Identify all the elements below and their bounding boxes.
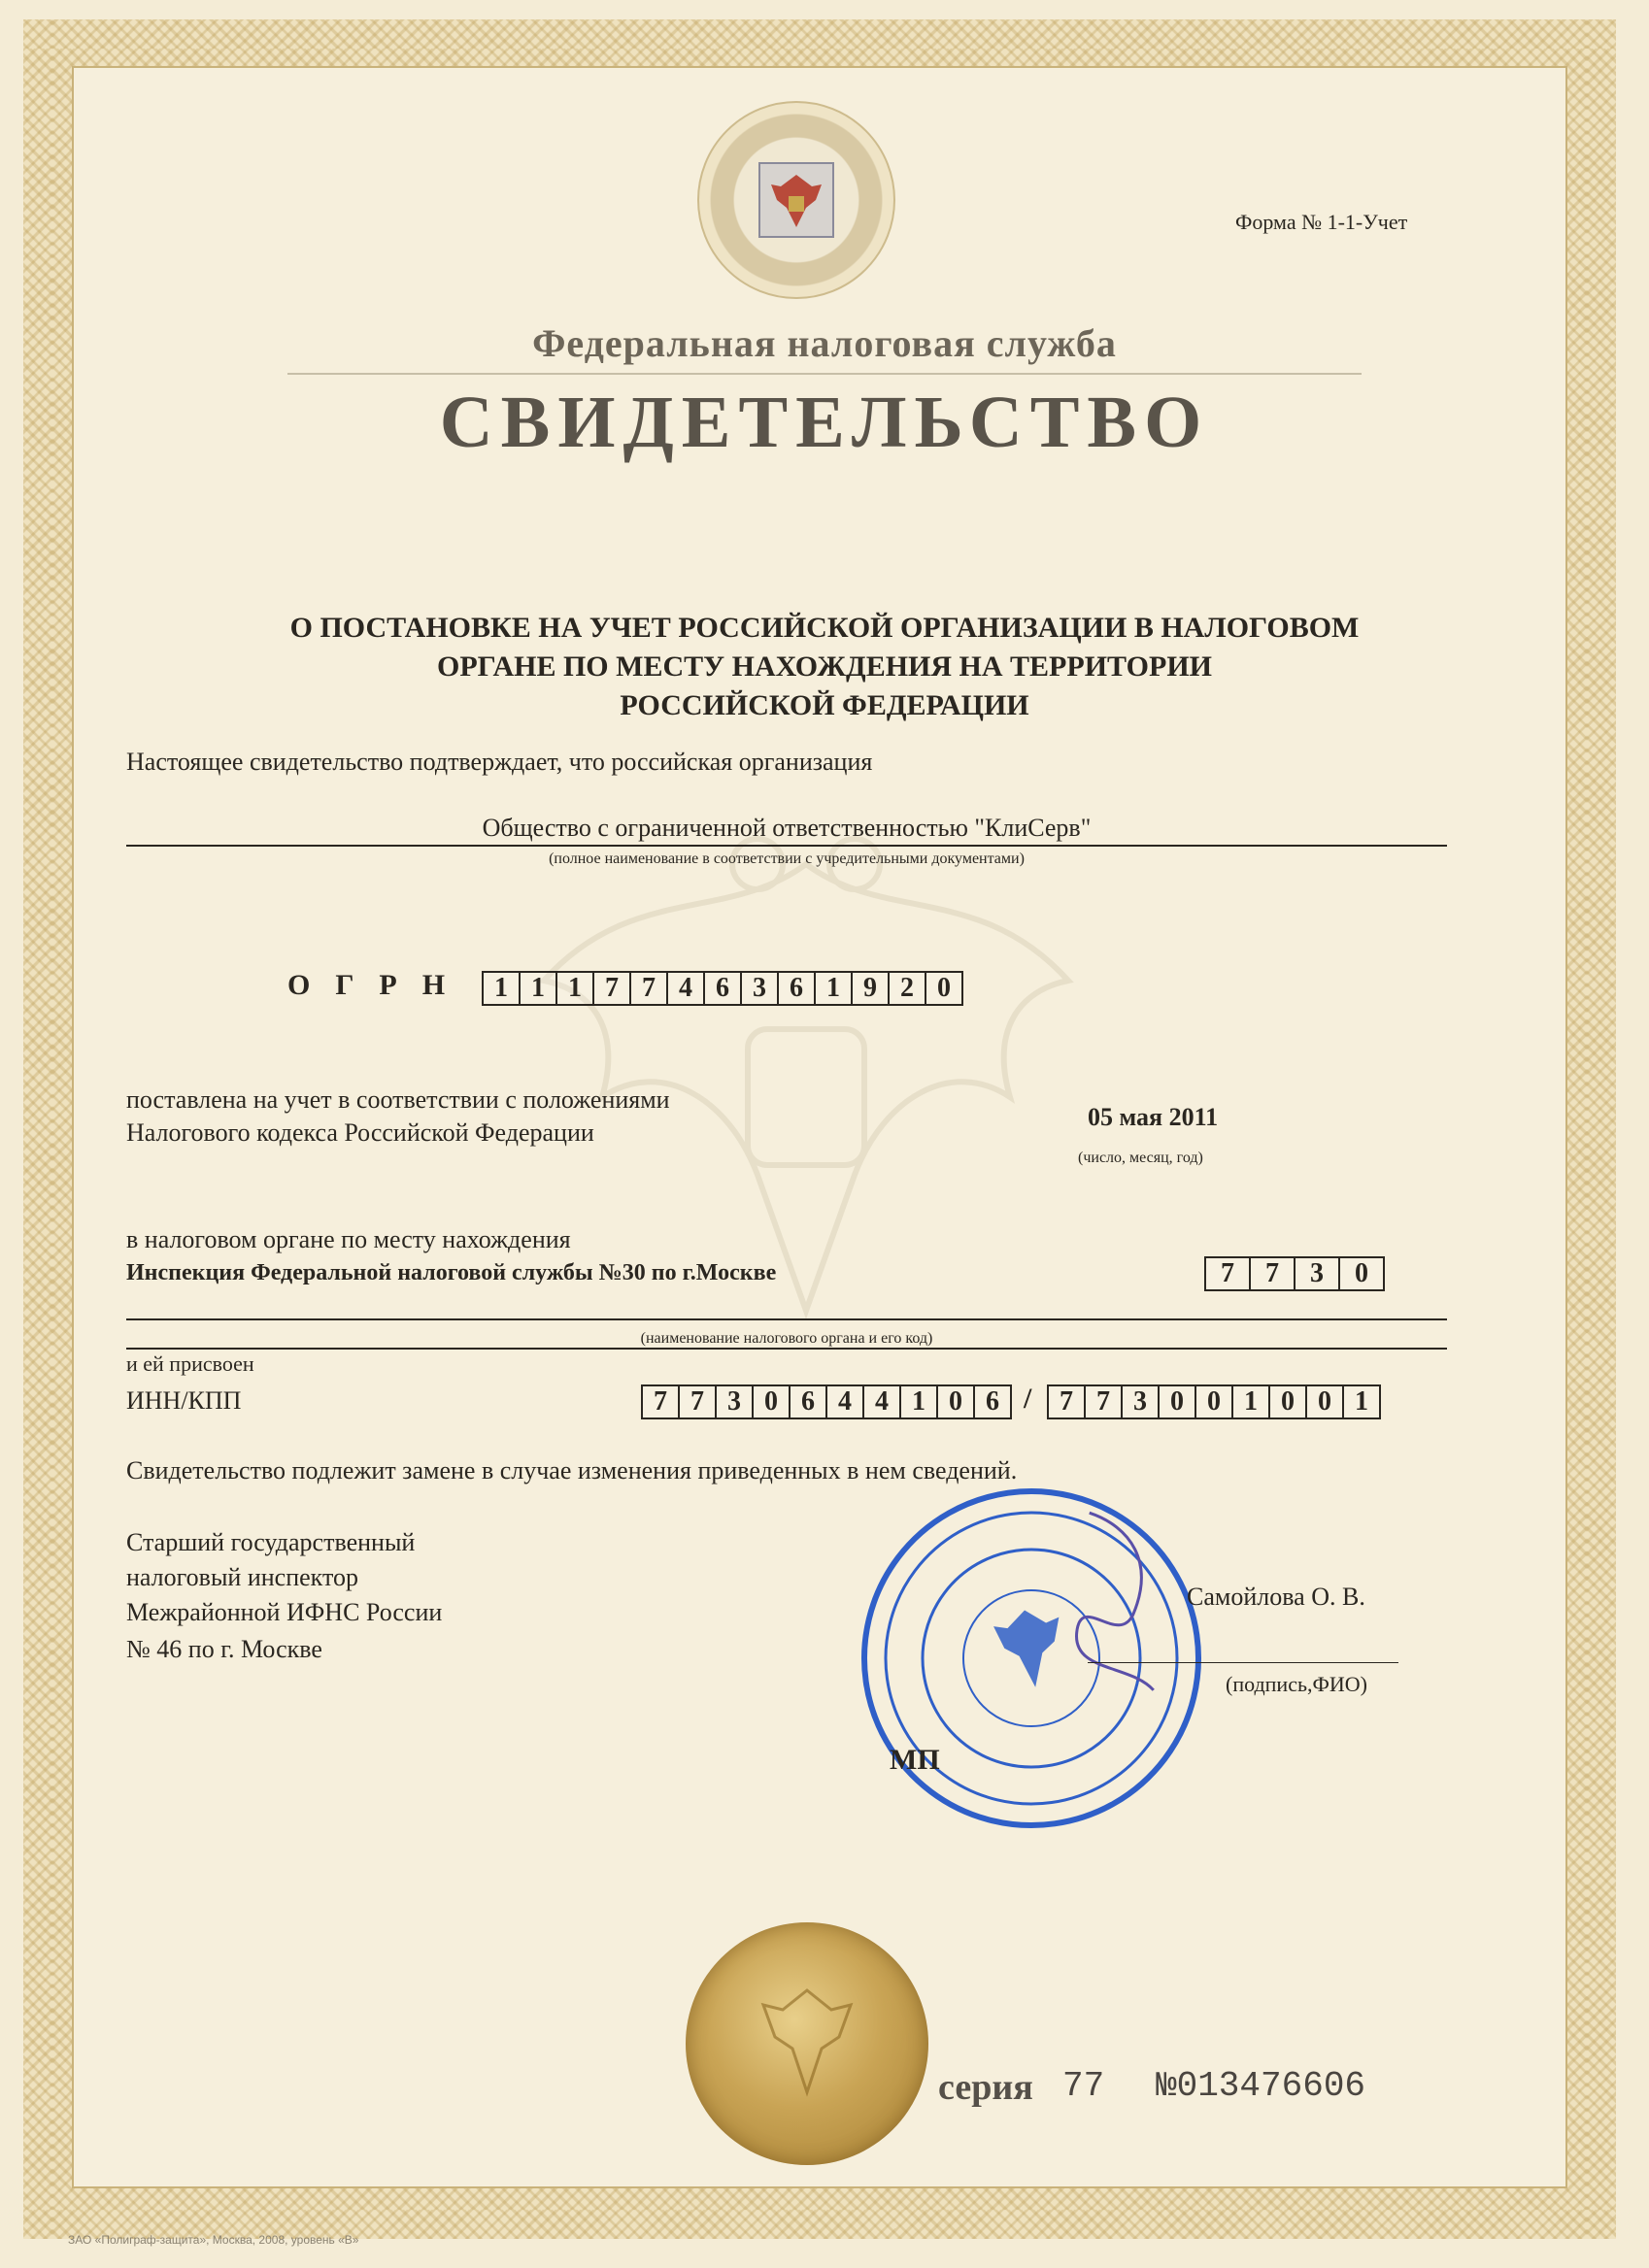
- title-divider: [287, 373, 1362, 375]
- stamp-place-label: МП: [890, 1744, 940, 1776]
- ogrn-digit-boxes: [482, 971, 961, 1006]
- ogrn-digit: 1: [482, 971, 521, 1006]
- organization-caption: (полное наименование в соответствии с учредительными документами): [549, 850, 1025, 867]
- signature-caption: (подпись,ФИО): [1226, 1672, 1367, 1696]
- ogrn-digit: 6: [703, 971, 742, 1006]
- inn-digit: 3: [715, 1384, 754, 1419]
- organization-name: Общество с ограниченной ответственностью "КлиСерв": [482, 814, 1092, 842]
- tax-office-code-digit: 3: [1294, 1256, 1340, 1291]
- inn-digit: 6: [973, 1384, 1012, 1419]
- tax-office-underline-2: [126, 1348, 1447, 1350]
- eagle-icon: [686, 1922, 928, 2165]
- eagle-icon: [699, 103, 893, 297]
- kpp-digit: 7: [1047, 1384, 1086, 1419]
- inn-digit: 6: [789, 1384, 827, 1419]
- tax-office-caption: (наименование налогового органа и его код): [640, 1330, 933, 1347]
- kpp-digit: 0: [1158, 1384, 1196, 1419]
- organization-underline: [126, 845, 1447, 847]
- tax-office-code-digit: 7: [1249, 1256, 1296, 1291]
- eagle-icon: [992, 1606, 1067, 1692]
- date-caption: (число, месяц, год): [1078, 1150, 1203, 1166]
- hologram-emblem: [697, 101, 895, 299]
- service-title: Федеральная налоговая служба: [532, 321, 1117, 365]
- tax-office-code-digit: 0: [1338, 1256, 1385, 1291]
- series-label: серия: [938, 2067, 1033, 2108]
- tax-office-code-boxes: [1204, 1256, 1383, 1291]
- inn-digit: 0: [936, 1384, 975, 1419]
- kpp-digit: 7: [1084, 1384, 1123, 1419]
- signatory-position: Межрайонной ИФНС России: [126, 1598, 443, 1626]
- assigned-text: и ей присвоен: [126, 1351, 254, 1376]
- intro-text: Настоящее свидетельство подтверждает, что российская организация: [126, 748, 873, 776]
- signatory-position: № 46 по г. Москве: [126, 1635, 322, 1663]
- inn-digit: 4: [862, 1384, 901, 1419]
- ogrn-digit: 7: [629, 971, 668, 1006]
- kpp-digit: 1: [1231, 1384, 1270, 1419]
- ogrn-digit: 1: [555, 971, 594, 1006]
- registration-date: 05 мая 2011: [1088, 1103, 1219, 1131]
- ogrn-digit: 1: [814, 971, 853, 1006]
- kpp-digit: 0: [1305, 1384, 1344, 1419]
- series-value: 77: [1062, 2066, 1105, 2106]
- ogrn-digit: 0: [925, 971, 963, 1006]
- inn-digit-boxes: [641, 1384, 1010, 1419]
- ogrn-digit: 2: [888, 971, 926, 1006]
- signatory-position: налоговый инспектор: [126, 1563, 358, 1591]
- signatory-position: Старший государственный: [126, 1528, 416, 1556]
- tax-office-underline: [126, 1318, 1447, 1320]
- inn-digit: 1: [899, 1384, 938, 1419]
- inn-kpp-label: ИНН/КПП: [126, 1386, 242, 1415]
- gold-emblem-seal: [686, 1922, 928, 2165]
- ogrn-digit: 1: [519, 971, 557, 1006]
- ogrn-digit: 7: [592, 971, 631, 1006]
- registration-line-2: Налогового кодекса Российской Федерации: [126, 1118, 594, 1147]
- signatory-name: Самойлова О. В.: [1187, 1583, 1365, 1611]
- subtitle-line: РОССИЙСКОЙ ФЕДЕРАЦИИ: [620, 689, 1029, 721]
- tax-office-code-digit: 7: [1204, 1256, 1251, 1291]
- kpp-digit: 0: [1268, 1384, 1307, 1419]
- tax-office-name: Инспекция Федеральной налоговой службы №30 по г.Москве: [126, 1260, 777, 1285]
- ogrn-digit: 6: [777, 971, 816, 1006]
- kpp-digit: 1: [1342, 1384, 1381, 1419]
- kpp-digit: 0: [1195, 1384, 1233, 1419]
- inn-kpp-separator: /: [1024, 1383, 1032, 1415]
- tax-office-intro: в налоговом органе по месту нахождения: [126, 1225, 571, 1253]
- form-number: Форма № 1-1-Учет: [1235, 210, 1408, 234]
- subtitle-line: ОРГАНЕ ПО МЕСТУ НАХОЖДЕНИЯ НА ТЕРРИТОРИИ: [436, 650, 1212, 683]
- certificate-number: №013476606: [1156, 2066, 1366, 2106]
- document-title: СВИДЕТЕЛЬСТВО: [439, 382, 1210, 463]
- ogrn-label: ОГРН: [287, 969, 471, 1001]
- kpp-digit-boxes: [1047, 1384, 1379, 1419]
- kpp-digit: 3: [1121, 1384, 1160, 1419]
- ogrn-digit: 9: [851, 971, 890, 1006]
- inn-digit: 0: [752, 1384, 791, 1419]
- inn-digit: 7: [678, 1384, 717, 1419]
- inn-digit: 4: [825, 1384, 864, 1419]
- subtitle-line: О ПОСТАНОВКЕ НА УЧЕТ РОССИЙСКОЙ ОРГАНИЗАЦИИ В НАЛОГОВОМ: [289, 612, 1360, 644]
- replacement-note: Свидетельство подлежит замене в случае изменения приведенных в нем сведений.: [126, 1456, 1018, 1484]
- ogrn-digit: 4: [666, 971, 705, 1006]
- printer-note: ЗАО «Полиграф-защита», Москва, 2008, уровень «В»: [68, 2233, 359, 2247]
- ogrn-digit: 3: [740, 971, 779, 1006]
- signature-line: [1088, 1662, 1398, 1663]
- inn-digit: 7: [641, 1384, 680, 1419]
- registration-line-1: поставлена на учет в соответствии с положениями: [126, 1085, 670, 1114]
- tax-office-stamp: [834, 1461, 1229, 1856]
